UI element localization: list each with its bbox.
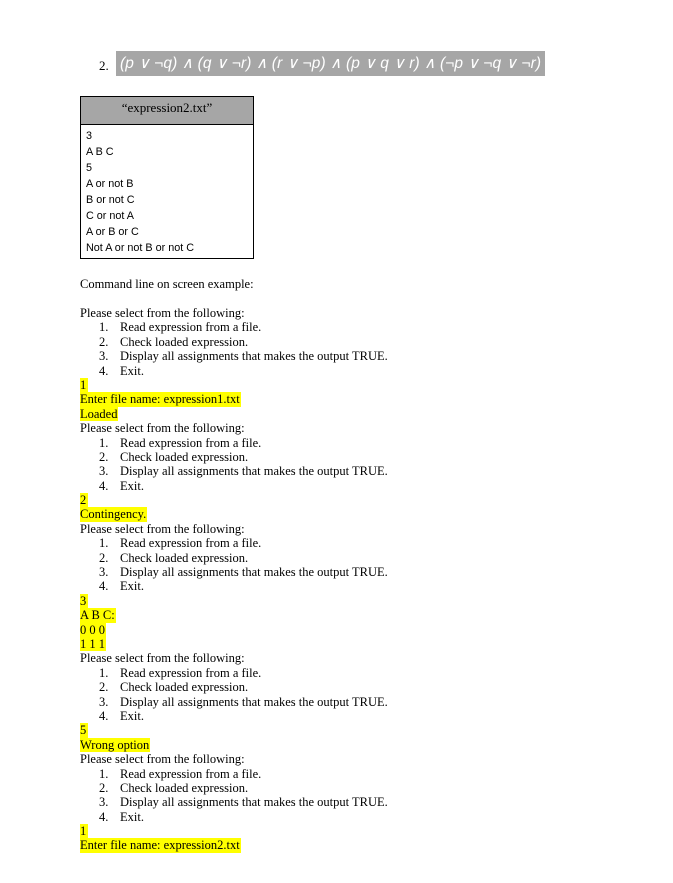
- option-text: Read expression from a file.: [120, 536, 262, 551]
- program-output: Contingency.: [80, 507, 147, 522]
- option-text: Exit.: [120, 809, 144, 824]
- option-text: Display all assignments that makes the output TRUE.: [120, 464, 388, 479]
- program-output: Loaded: [80, 406, 118, 421]
- menu-option: [80, 709, 600, 723]
- option-text: Check loaded expression.: [120, 550, 249, 565]
- file-line: 5: [86, 162, 93, 174]
- option-number: 3.: [99, 565, 109, 580]
- menu-option: [80, 680, 600, 694]
- option-text: Check loaded expression.: [120, 780, 249, 795]
- option-text: Exit.: [120, 708, 144, 723]
- menu-option: [80, 551, 600, 565]
- menu-option: [80, 436, 600, 450]
- option-number: 3.: [99, 694, 109, 709]
- file-content-table: [80, 96, 254, 259]
- program-output: A B C:: [80, 608, 115, 623]
- user-input: 2: [80, 493, 87, 508]
- file-line: C or not A: [86, 210, 135, 222]
- option-number: 1.: [99, 766, 109, 781]
- program-output: 1 1 1: [80, 636, 105, 651]
- option-text: Display all assignments that makes the output TRUE.: [120, 795, 388, 810]
- menu-option: [80, 666, 600, 680]
- option-number: 1.: [99, 536, 109, 551]
- option-number: 2.: [99, 550, 109, 565]
- option-number: 1.: [99, 435, 109, 450]
- file-line: A or B or C: [86, 226, 139, 238]
- menu-option: [80, 767, 600, 781]
- option-number: 3.: [99, 464, 109, 479]
- option-number: 4.: [99, 478, 109, 493]
- option-number: 2.: [99, 680, 109, 695]
- menu-prompt: Please select from the following:: [80, 651, 245, 666]
- option-text: Exit.: [120, 363, 144, 378]
- option-text: Read expression from a file.: [120, 435, 262, 450]
- menu-prompt: Please select from the following:: [80, 306, 245, 320]
- file-table-header: “expression2.txt”: [81, 97, 253, 125]
- menu-option: [80, 464, 600, 478]
- option-text: Check loaded expression.: [120, 680, 249, 695]
- file-table-body: [81, 125, 253, 258]
- console-session: [80, 306, 600, 853]
- option-text: Check loaded expression.: [120, 334, 249, 349]
- menu-option: [80, 810, 600, 824]
- file-line: Not A or not B or not C: [86, 242, 195, 254]
- menu-prompt: Please select from the following:: [80, 521, 245, 536]
- option-number: 1.: [99, 320, 109, 335]
- option-number: 2.: [99, 334, 109, 349]
- option-number: 4.: [99, 708, 109, 723]
- program-output: 0 0 0: [80, 622, 105, 637]
- option-number: 3.: [99, 795, 109, 810]
- menu-option: [80, 781, 600, 795]
- option-text: Exit.: [120, 579, 144, 594]
- menu-option: [80, 536, 600, 550]
- list-number: 2.: [99, 58, 109, 73]
- user-input: 1: [80, 824, 87, 839]
- option-number: 1.: [99, 665, 109, 680]
- program-output: Enter file name: expression1.txt: [80, 392, 240, 407]
- console-example-title: Command line on screen example:: [80, 277, 254, 291]
- menu-option: [80, 795, 600, 809]
- menu-prompt: Please select from the following:: [80, 752, 245, 767]
- option-text: Display all assignments that makes the output TRUE.: [120, 694, 388, 709]
- program-output: Enter file name: expression2.txt: [80, 838, 240, 853]
- option-text: Display all assignments that makes the output TRUE.: [120, 565, 388, 580]
- option-number: 4.: [99, 809, 109, 824]
- menu-option: [80, 565, 600, 579]
- option-text: Read expression from a file.: [120, 766, 262, 781]
- file-line: A B C: [86, 146, 114, 158]
- user-input: 1: [80, 377, 87, 392]
- option-number: 2.: [99, 449, 109, 464]
- file-line: A or not B: [86, 178, 134, 190]
- formula-expression: (p ∨ ¬q) ∧ (q ∨ ¬r) ∧ (r ∨ ¬p) ∧ (p ∨ q ∨ r) ∧ (¬p ∨ ¬q ∨ ¬r): [116, 51, 545, 76]
- option-text: Read expression from a file.: [120, 320, 262, 335]
- menu-option: [80, 579, 600, 593]
- menu-option: [80, 450, 600, 464]
- option-number: 4.: [99, 363, 109, 378]
- menu-option: [80, 479, 600, 493]
- menu-option: [80, 349, 600, 363]
- user-input: 5: [80, 723, 87, 738]
- option-text: Check loaded expression.: [120, 449, 249, 464]
- file-line: B or not C: [86, 194, 135, 206]
- option-number: 4.: [99, 579, 109, 594]
- menu-option: [80, 364, 600, 378]
- option-text: Display all assignments that makes the output TRUE.: [120, 349, 388, 364]
- menu-option: [80, 320, 600, 334]
- option-text: Read expression from a file.: [120, 665, 262, 680]
- program-output: Wrong option: [80, 737, 150, 752]
- menu-option: [80, 335, 600, 349]
- menu-option: [80, 695, 600, 709]
- menu-prompt: Please select from the following:: [80, 421, 245, 436]
- user-input: 3: [80, 593, 87, 608]
- option-text: Exit.: [120, 478, 144, 493]
- option-number: 2.: [99, 780, 109, 795]
- option-number: 3.: [99, 349, 109, 364]
- file-line: 3: [86, 130, 93, 142]
